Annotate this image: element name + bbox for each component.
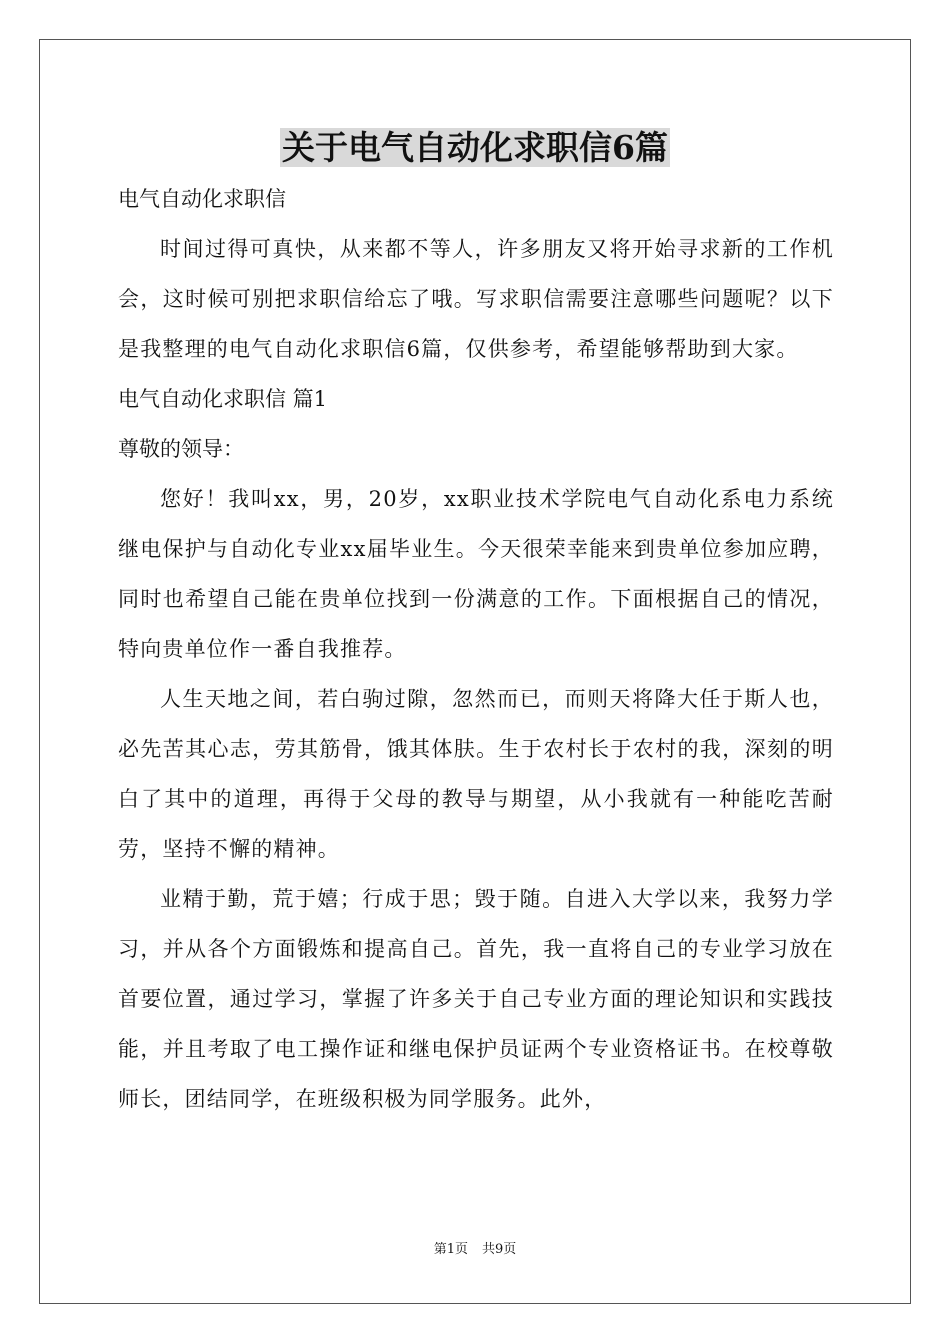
body-paragraph-2: 人生天地之间，若白驹过隙，忽然而已，而则天将降大任于斯人也，必先苦其心志，劳其筋骨，饿其体肤。生于农村长于农村的我，深刻的明白了其中的道理，再得于父母的教导与期望，从小我就有一种能吃苦耐劳，坚持不懈的精神。 — [118, 687, 834, 861]
intro-paragraph: 时间过得可真快，从来都不等人，许多朋友又将开始寻求新的工作机会，这时候可别把求职信给忘了哦。写求职信需要注意哪些问题呢？以下是我整理的电气自动化求职信6篇，仅供参考，希望能够帮助到大家。 — [118, 237, 834, 361]
section-heading: 电气自动化求职信 篇1 — [118, 387, 328, 411]
page-footer — [0, 1240, 950, 1260]
page-total: 共9页 — [482, 1242, 517, 1257]
body-paragraph-3: 业精于勤，荒于嬉；行成于思；毁于随。自进入大学以来，我努力学习，并从各个方面锻炼和提高自己。首先，我一直将自己的专业学习放在首要位置，通过学习，掌握了许多关于自己专业方面的理论知识和实践技能，并且考取了电工操作证和继电保护员证两个专业资格证书。在校尊敬师长，团结同学，在班级积极为同学服务。此外， — [118, 887, 834, 1111]
document-title — [0, 126, 950, 170]
title-text: 关于电气自动化求职信6篇 — [282, 128, 668, 167]
document-subtitle: 电气自动化求职信 — [118, 187, 286, 211]
document-body — [118, 174, 834, 1124]
page-number: 第1页 — [433, 1242, 468, 1257]
body-paragraph-1: 您好！我叫xx，男，20岁，xx职业技术学院电气自动化系电力系统继电保护与自动化专业xx届毕业生。今天很荣幸能来到贵单位参加应聘，同时也希望自己能在贵单位找到一份满意的工作。下面根据自己的情况，特向贵单位作一番自我推荐。 — [118, 487, 834, 661]
salutation: 尊敬的领导： — [118, 437, 244, 461]
